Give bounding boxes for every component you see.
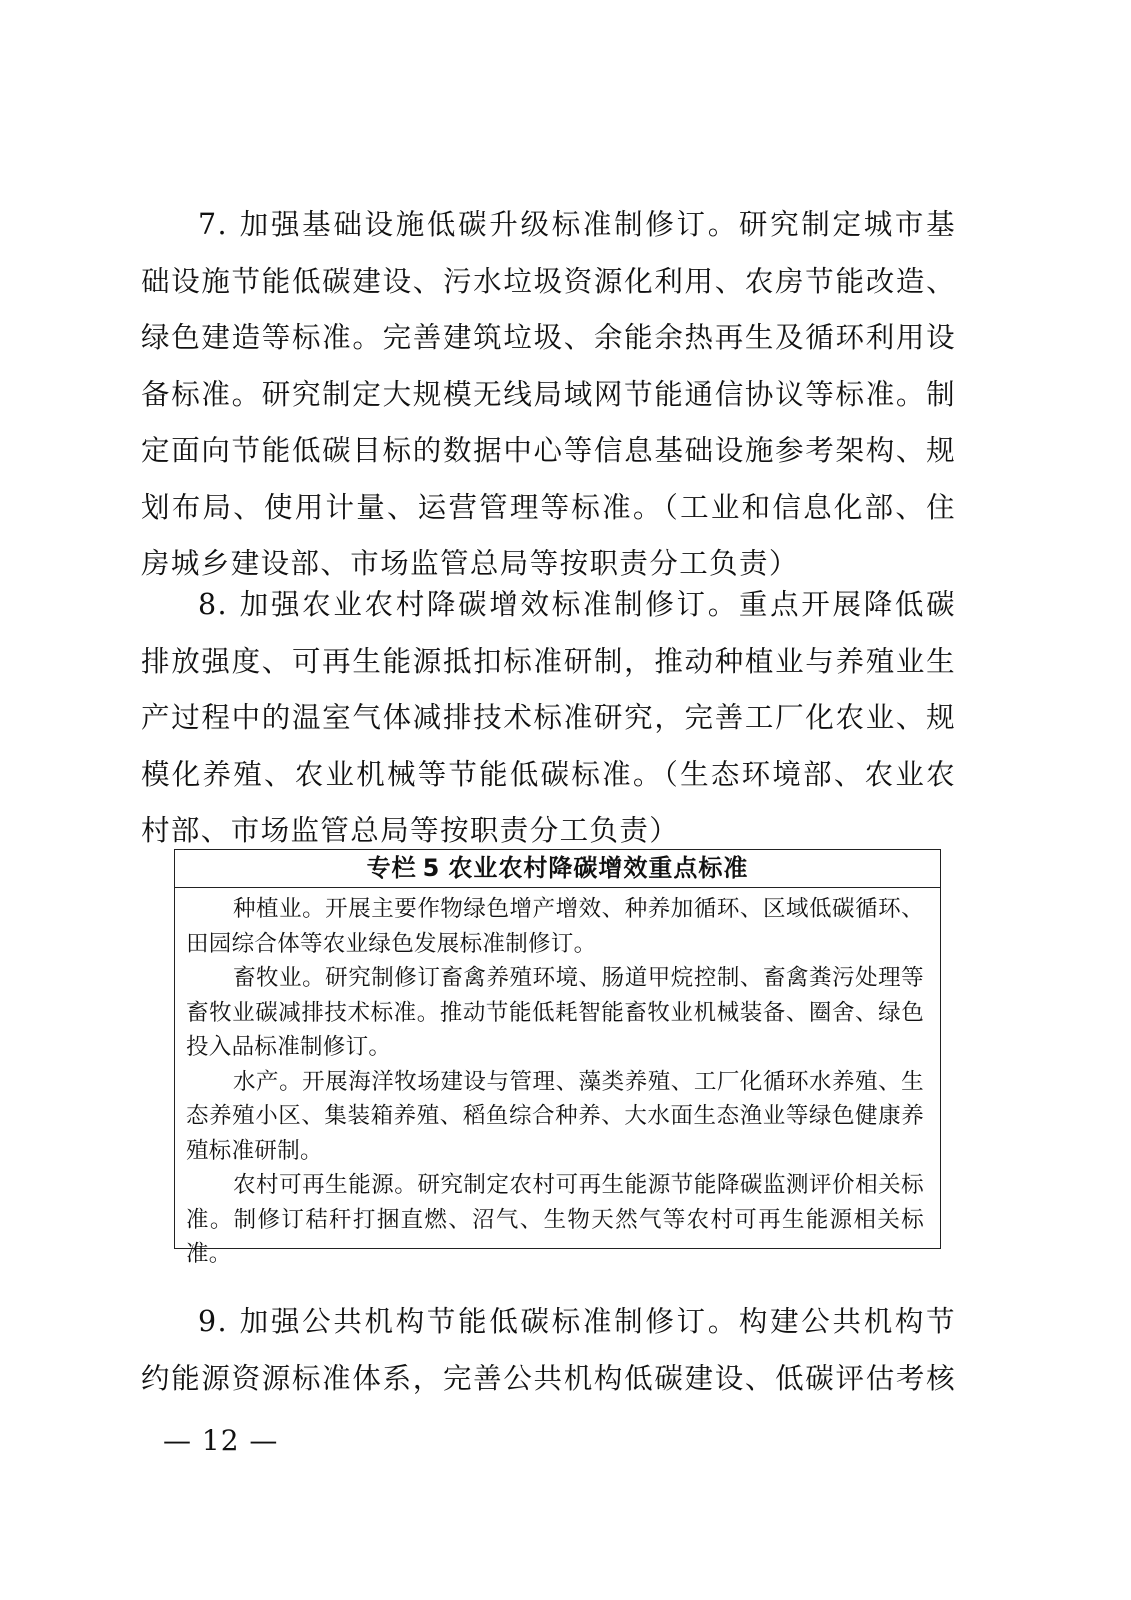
- column-content: [175, 888, 940, 1272]
- column-box: [174, 849, 941, 1267]
- paragraph-7: 7. 加强基础设施低碳升级标准制修订。研究制定城市基础设施节能低碳建设、污水垃圾资源化利用、农房节能改造、绿色建造等标准。完善建筑垃圾、余能余热再生及循环利用设备标准。研究制定大规模无线局域网节能通信协议等标准。制定面向节能低碳目标的数据中心等信息基础设施参考架构、规划布局、使用计量、运营管理等标准。（工业和信息化部、住房城乡建设部、市场监管总局等按职责分工负责）: [141, 208, 956, 580]
- column-number: 5: [422, 854, 441, 882]
- page-number: — 12 —: [163, 1424, 279, 1457]
- column-item-rural-renewable-energy: 农村可再生能源。研究制定农村可再生能源节能降碳监测评价相关标准。制修订秸秆打捆直燃、沼气、生物天然气等农村可再生能源相关标准。: [186, 1172, 924, 1267]
- column-item-livestock: 畜牧业。研究制修订畜禽养殖环境、肠道甲烷控制、畜禽粪污处理等畜牧业碳减排技术标准。推动节能低耗智能畜牧业机械装备、圈舍、绿色投入品标准制修订。: [186, 965, 924, 1060]
- column-item-planting: 种植业。开展主要作物绿色增产增效、种养加循环、区域低碳循环、田园综合体等农业绿色发展标准制修订。: [186, 896, 924, 957]
- column-item-aquaculture: 水产。开展海洋牧场建设与管理、藻类养殖、工厂化循环水养殖、生态养殖小区、集装箱养殖、稻鱼综合种养、大水面生态渔业等绿色健康养殖标准研制。: [186, 1068, 924, 1164]
- column-label: 专栏: [366, 854, 417, 882]
- column-title: [175, 850, 940, 888]
- column-name: 农业农村降碳增效重点标准: [448, 854, 749, 882]
- paragraph-9: 9. 加强公共机构节能低碳标准制修订。构建公共机构节约能源资源标准体系，完善公共机构低碳建设、低碳评估考核: [141, 1305, 956, 1395]
- paragraph-8: 8. 加强农业农村降碳增效标准制修订。重点开展降低碳排放强度、可再生能源抵扣标准研制，推动种植业与养殖业生产过程中的温室气体减排技术标准研究，完善工厂化农业、规模化养殖、农业机械等节能低碳标准。（生态环境部、农业农村部、市场监管总局等按职责分工负责）: [141, 588, 956, 847]
